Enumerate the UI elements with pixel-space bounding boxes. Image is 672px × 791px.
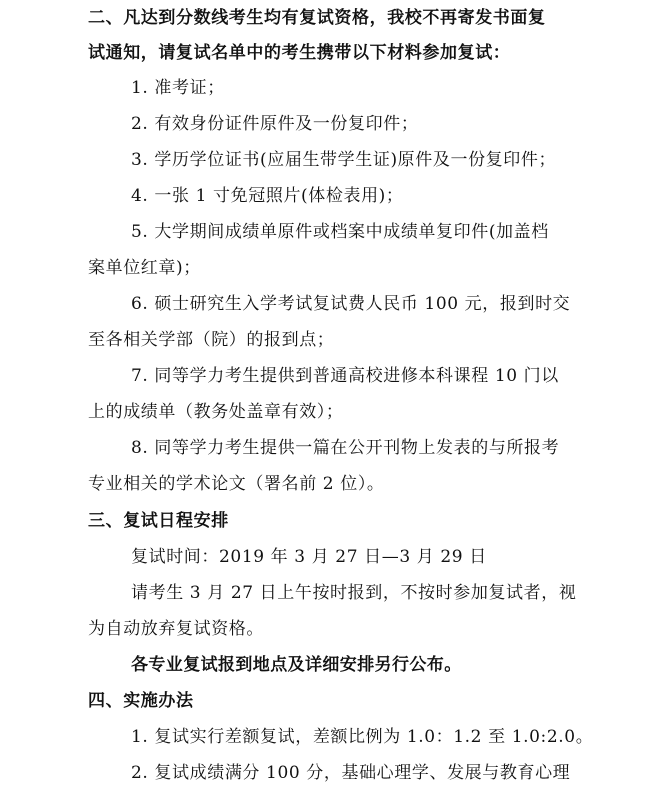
requirement-item-6-line2: 至各相关学部（院）的报到点； xyxy=(88,330,335,350)
section2-heading-line1: 二、凡达到分数线考生均有复试资格，我校不再寄发书面复 xyxy=(88,8,546,28)
requirement-item-3: 3. 学历学位证书(应届生带学生证)原件及一份复印件； xyxy=(131,150,557,170)
section4-heading: 四、实施办法 xyxy=(88,691,194,711)
requirement-item-7-line2: 上的成绩单（教务处盖章有效）； xyxy=(88,402,344,422)
retest-notice-line1: 请考生 3 月 27 日上午按时报到，不按时参加复试者，视 xyxy=(131,583,577,603)
retest-time: 复试时间：2019 年 3 月 27 日—3 月 29 日 xyxy=(131,547,487,567)
requirement-item-7-line1: 7. 同等学力考生提供到普通高校进修本科课程 10 门以 xyxy=(131,366,559,386)
method-item-1: 1. 复试实行差额复试，差额比例为 1.0：1.2 至 1.0:2.0。 xyxy=(131,727,594,747)
requirement-item-1: 1. 准考证； xyxy=(131,78,225,98)
requirement-item-6-line1: 6. 硕士研究生入学考试复试费人民币 100 元，报到时交 xyxy=(131,294,571,314)
section3-heading: 三、复试日程安排 xyxy=(88,511,229,531)
announcement-line: 各专业复试报到地点及详细安排另行公布。 xyxy=(131,655,462,675)
requirement-item-4: 4. 一张 1 寸免冠照片(体检表用)； xyxy=(131,186,404,206)
method-item-2: 2. 复试成绩满分 100 分，基础心理学、发展与教育心理 xyxy=(131,763,571,783)
requirement-item-5-line1: 5. 大学期间成绩单原件或档案中成绩单复印件(加盖档 xyxy=(131,222,549,242)
requirement-item-5-line2: 案单位红章)； xyxy=(88,258,201,278)
requirement-item-2: 2. 有效身份证件原件及一份复印件； xyxy=(131,114,419,134)
requirement-item-8-line2: 专业相关的学术论文（署名前 2 位）。 xyxy=(88,474,385,494)
requirement-item-8-line1: 8. 同等学力考生提供一篇在公开刊物上发表的与所报考 xyxy=(131,438,560,458)
retest-notice-line2: 为自动放弃复试资格。 xyxy=(88,619,264,639)
section2-heading-line2: 试通知，请复试名单中的考生携带以下材料参加复试： xyxy=(88,43,511,63)
